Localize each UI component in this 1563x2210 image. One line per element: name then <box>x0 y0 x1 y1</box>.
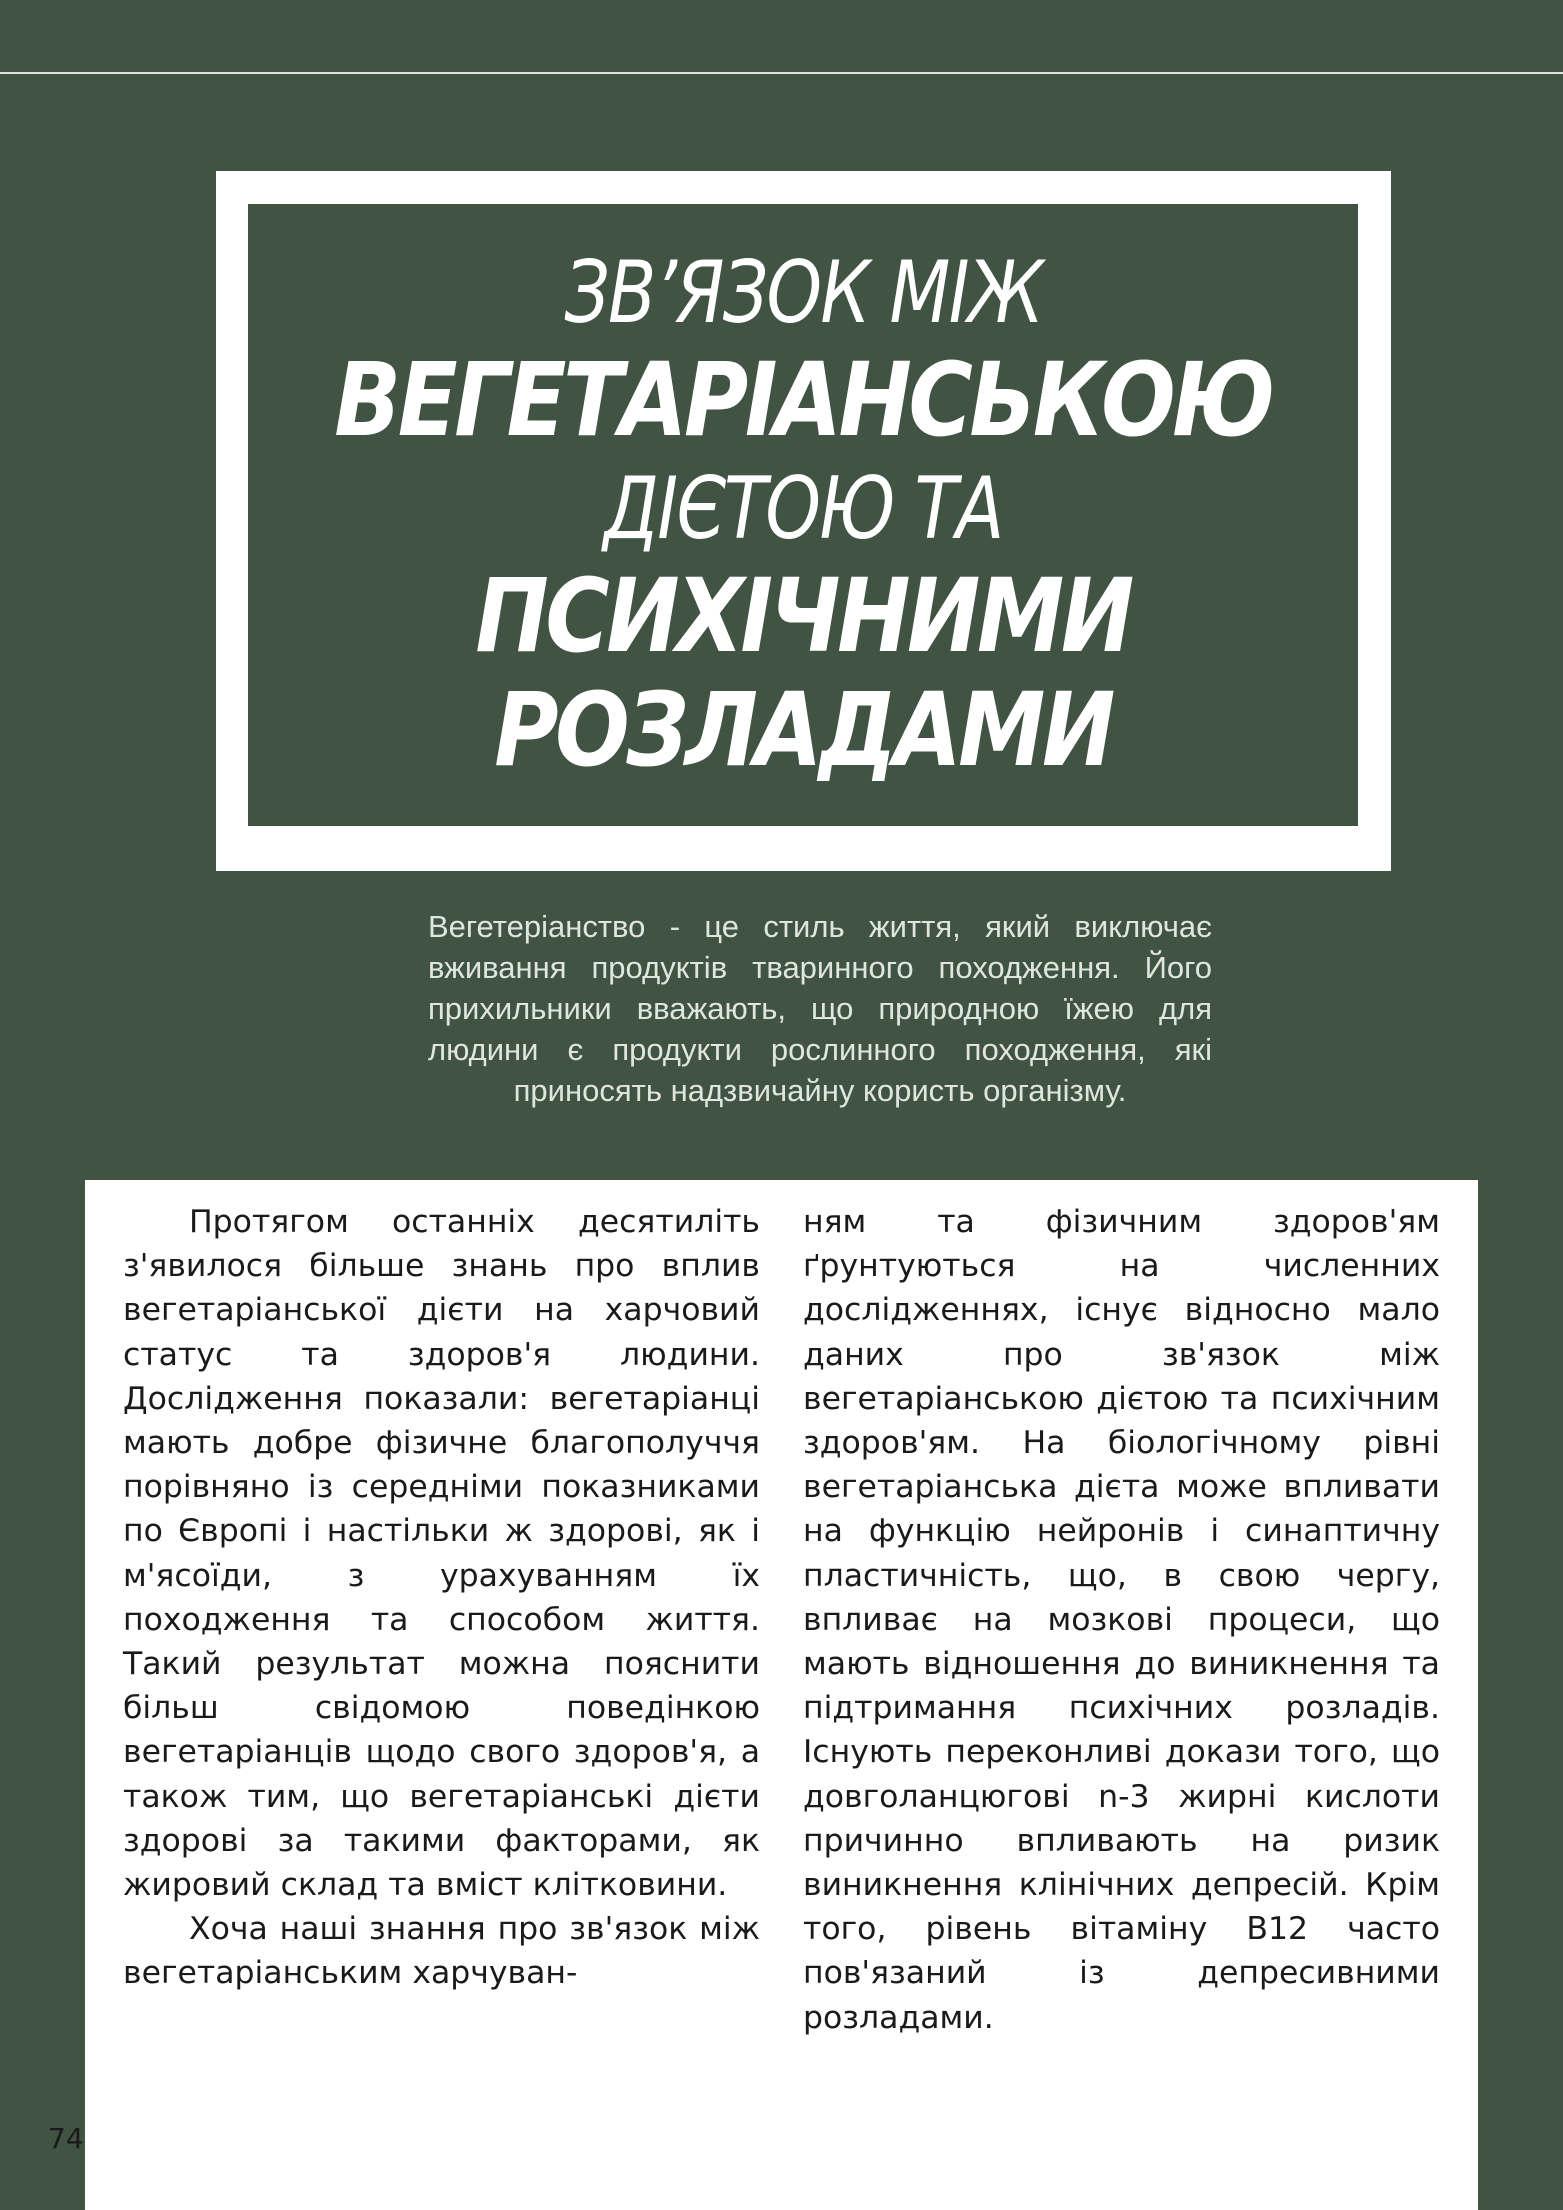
body-column-left <box>123 1200 760 1996</box>
body-paragraph-2-end: ням та фізичним здоров'ям ґрунтуються на численних дослідженнях, існує відносно мало даних про зв'язок між вегетаріанською дієтою та психічним здоров'ям. На біологічному рівні вегетаріанська дієта може впливати на функцію нейронів і синаптичну пластичність, що, в свою чергу, впливає на мозкові процеси, що мають відношення до виникнення та підтримання психічних розладів. Існують переконливі докази того, що довголанцюгові n-3 жирні кислоти причинно впливають на ризик виникнення клінічних депресій. Крім того, рівень вітаміну В12 часто пов'язаний із депресивними розладами. <box>803 1204 1440 2036</box>
intro-text: Вегетеріанство - це стиль життя, який виключає вживання продуктів тваринного походження. Його прихильники вважають, що природною їжею для людини є продукти рослинного походження, які приносять надзвичайну користь організму. <box>428 909 1212 1108</box>
article-body <box>85 1180 1478 2210</box>
page-number: 74 <box>48 2122 84 2155</box>
title-line-3: ДІЄТОЮ ТА <box>603 459 1003 559</box>
title-line-4: ПСИХІЧНИМИ <box>475 557 1131 676</box>
top-rule <box>0 72 1563 74</box>
title-line-5: РОЗЛАДАМИ <box>494 671 1112 790</box>
body-paragraph-1: Протягом останніх десятиліть з'явилося більше знань про вплив вегетаріанської дієти на харчовий статус та здоров'я людини. Дослідження показали: вегетаріанці мають добре фізичне благополуччя порівняно із середніми показниками по Європі і настільки ж здорові, як і м'ясоїди, з урахуванням їх походження та способом життя. Такий результат можна пояснити більш свідомою поведінкою вегетаріанців щодо свого здоров'я, а також тим, що вегетаріанські дієти здорові за такими факторами, як жировий склад та вміст клітковини. <box>123 1204 760 1904</box>
title-line-2: ВЕГЕТАРІАНСЬКОЮ <box>334 341 1272 460</box>
title-line-1: ЗВ’ЯЗОК МІЖ <box>564 243 1042 343</box>
body-column-right <box>803 1200 1440 2040</box>
body-paragraph-2-start: Хоча наші знання про зв'язок між вегетаріанським харчуван- <box>123 1911 760 1992</box>
article-title <box>248 204 1358 826</box>
